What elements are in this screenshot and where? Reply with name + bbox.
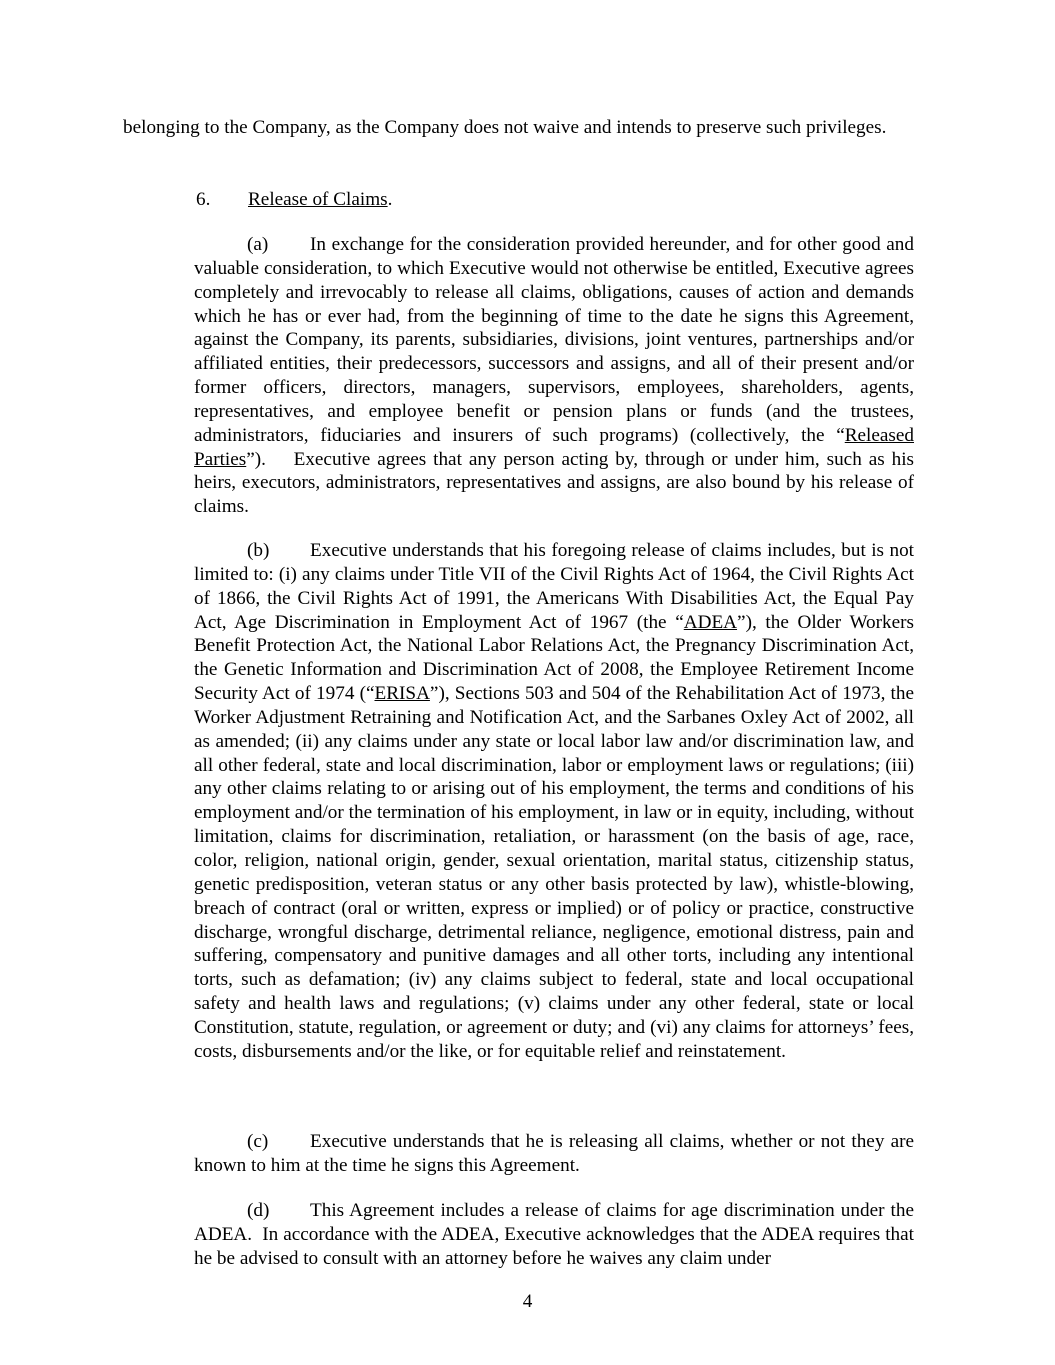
defined-term-adea: ADEA [683, 611, 738, 633]
paragraph-b-text-1: Executive understands that his foregoing release of claims includes, but is not limited to: (i) any claims under Title VII of the Civil Rights Act of 1964, the Civil Rights Act of 1866, the Civil Rights Act of 1991, the Americans With Disabilities Act, the Equal Pay Act, Age Discrimination in Employment Act of 1967 (the “ [194, 540, 914, 633]
paragraph-c [194, 1130, 914, 1178]
paragraph-d-text: This Agreement includes a release of claims for age discrimination under the ADEA. In accordance with the ADEA, Executive acknowledges that the ADEA requires that he be advised to consult with an attorney before he waives any claim under [194, 1200, 914, 1269]
paragraph-a-text-1: In exchange for the consideration provided hereunder, and for other good and valuable consideration, to which Executive would not otherwise be entitled, Executive agrees completely and irrevocably to release all claims, obligations, causes of action and demands which he has or ever had, from the beginning of time to the date he signs this Agreement, against the Company, its parents, subsidiaries, divisions, joint ventures, partnerships and/or affiliated entities, their predecessors, successors and assigns, and all of their present and/or former officers, directors, managers, supervisors, employees, shareholders, agents, representatives, and employee benefit or pension plans or funds (and the trustees, administrators, fiduciaries and insurers of such programs) (collectively, the “ [194, 234, 914, 446]
section-title-suffix: . [387, 189, 393, 210]
paragraph-b [194, 539, 914, 1064]
continuation-text: belonging to the Company, as the Company does not waive and intends to preserve such privileges. [123, 117, 887, 138]
section-number: 6. [196, 189, 211, 210]
paragraph-d [194, 1199, 914, 1271]
paragraph-b-text-3: ”), Sections 503 and 504 of the Rehabilitation Act of 1973, the Worker Adjustment Retraining and Notification Act, and the Sarbanes Oxley Act of 2002, all as amended; (ii) any claims under any state or local labor law and/or discrimination law, and all other federal, state and local discrimination, labor or employment laws or regulations; (iii) any other claims relating to or arising out of his employment, the terms and conditions of his employment and/or the termination of his employment, in law or in equity, including, without limitation, claims for discrimination, retaliation, or harassment (on the basis of age, race, color, religion, national origin, gender, sexual orientation, marital status, citizenship status, genetic predisposition, veteran status or any other basis protected by law), whistle-blowing, breach of contract (oral or written, express or implied) or of policy or practice, constructive discharge, wrongful discharge, detrimental reliance, negligence, emotional distress, pain and suffering, compensatory and punitive damages and all other torts, including any intentional torts, such as defamation; (iv) any claims subject to federal, state and local occupational safety and health laws and regulations; (v) claims under any other federal, state or local Constitution, statute, regulation, or agreement or duty; and (vi) any claims for attorneys’ fees, costs, disbursements and/or the like, or for equitable relief and reinstatement. [194, 683, 914, 1062]
page-number: 4 [522, 1291, 533, 1312]
paragraph-c-text: Executive understands that he is releasing all claims, whether or not they are known to him at the time he signs this Agreement. [194, 1131, 914, 1176]
defined-term-released-parties: Released Parties [194, 424, 914, 470]
paragraph-b-text-2: ”), the Older Workers Benefit Protection Act, the National Labor Relations Act, the Pregnancy Discrimination Act, the Genetic Information and Discrimination Act of 2008, the Employee Retirement Income Security Act of 1974 (“ [194, 611, 914, 705]
paragraph-d-label: (d) [247, 1200, 270, 1221]
paragraph-a [194, 233, 914, 519]
defined-term-erisa: ERISA [374, 683, 430, 705]
section-heading [196, 188, 392, 212]
paragraph-a-label: (a) [247, 234, 269, 255]
paragraph-c-label: (c) [247, 1131, 269, 1152]
continuation-paragraph [123, 116, 914, 140]
paragraph-b-label: (b) [247, 540, 270, 561]
section-title: Release of Claims [248, 189, 388, 210]
paragraph-a-text-2: ”). Executive agrees that any person acting by, through or under him, such as his heirs, executors, administrators, representatives and assigns, are also bound by his release of claims. [194, 448, 914, 518]
